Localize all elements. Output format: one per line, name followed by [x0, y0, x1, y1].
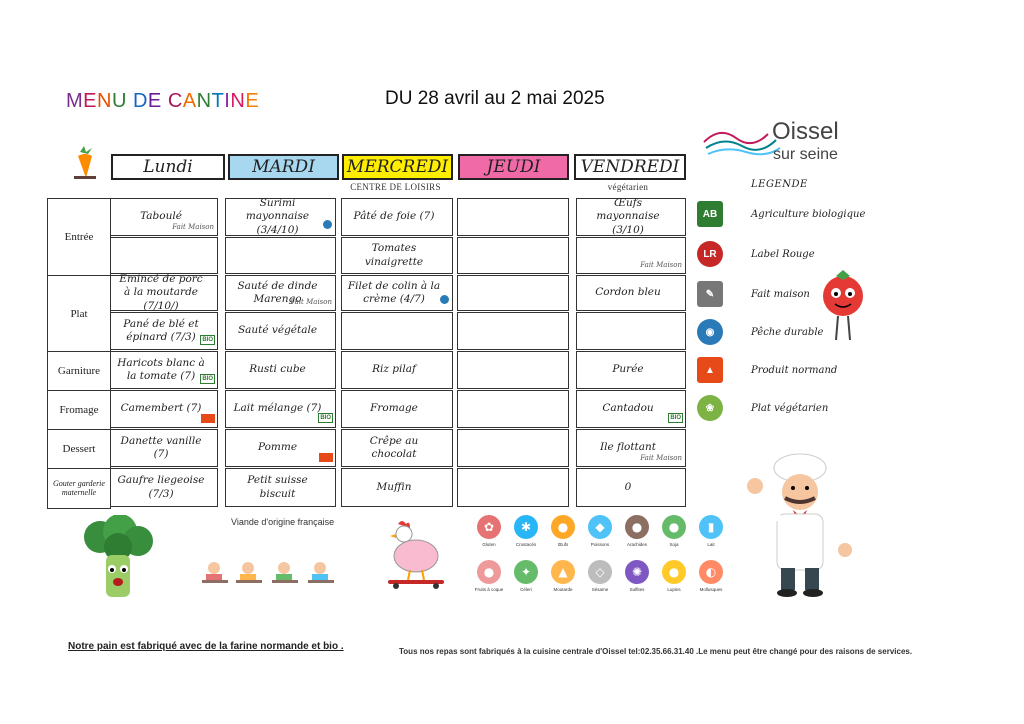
menu-cell-mardi: [225, 198, 336, 236]
legend-label: Plat végétarien: [751, 402, 829, 414]
menu-cell-mercredi: [341, 429, 453, 467]
row-label: Plat: [47, 275, 111, 352]
day-note-vendredi: végétarien: [607, 182, 649, 192]
menu-cell-lundi: [110, 275, 218, 311]
fait-maison-badge-icon: Fait Maison: [290, 298, 332, 306]
menu-cell-lundi: [110, 429, 218, 467]
bio-badge-icon: BIO: [670, 415, 681, 421]
menu-cell-mercredi: [341, 351, 453, 389]
dish-name: Tomates vinaigrette: [364, 242, 424, 268]
egg-icon: ●: [551, 515, 575, 539]
row-label: Dessert: [47, 429, 111, 469]
dish-name: Gaufre liegeoise (7/3): [117, 474, 205, 500]
dish-name: Muffin: [376, 480, 412, 493]
menu-cell-lundi: [110, 390, 218, 428]
milk-icon: ▮: [699, 515, 723, 539]
dish-name: Sauté végétale: [237, 324, 318, 337]
legend-label: Pêche durable: [751, 326, 824, 338]
title-letter: I: [224, 90, 231, 112]
fait-maison-badge-icon: Fait Maison: [172, 223, 214, 231]
menu-cell-mercredi: [341, 198, 453, 236]
menu-cell-jeudi: [457, 237, 569, 274]
produit-normand-badge-icon: [201, 414, 215, 423]
legend-title: LEGENDE: [751, 179, 808, 190]
tomato-mascot-icon: [818, 268, 868, 348]
allergen-label: Sésame: [591, 587, 609, 592]
dish-name: Purée: [612, 363, 644, 376]
wheat-icon: ✿: [477, 515, 501, 539]
day-header-mercredi: MERCREDI: [342, 154, 453, 180]
menu-cell-jeudi: [457, 468, 569, 507]
dish-name: Filet de colin à la crème (4/7): [347, 279, 441, 305]
dish-name: Pomme: [257, 441, 298, 454]
legend-label: Fait maison: [751, 288, 810, 300]
logo-name: Oissel: [772, 118, 839, 145]
menu-cell-lundi: [110, 198, 218, 236]
title-letter: N: [97, 90, 112, 112]
menu-cell-mercredi: [341, 312, 453, 350]
fait-maison-badge-icon: Fait Maison: [640, 454, 682, 462]
children-at-desks-icon: [200, 556, 340, 592]
pain-note: Notre pain est fabriqué avec de la farine normande et bio .: [68, 641, 344, 652]
dish-name: Œufs mayonnaise (3/10): [596, 197, 660, 236]
dish-name: Sauté de dinde Marengo: [237, 279, 318, 305]
dish-name: Petit suisse biscuit: [247, 474, 308, 500]
repas-note: Tous nos repas sont fabriqués à la cuisine centrale d'Oissel tel:02.35.66.31.40 .Le menu peut être changé pour des raisons de services.: [399, 647, 913, 656]
dish-name: Crêpe au chocolat: [369, 434, 419, 460]
produit-normand-icon: ▲: [697, 357, 723, 383]
title-letter: A: [182, 90, 197, 112]
legend-label: Agriculture biologique: [751, 208, 866, 220]
menu-cell-lundi: [110, 351, 218, 389]
title-letter: E: [147, 90, 168, 112]
allergen-label: Œufs: [557, 542, 569, 547]
menu-cell-lundi: [110, 468, 218, 507]
bio-badge-icon: BIO: [202, 337, 213, 343]
dish-name: Fromage: [370, 402, 418, 415]
day-header-jeudi: JEUDI: [458, 154, 569, 180]
lupin-icon: ●: [662, 560, 686, 584]
menu-cell-vendredi: [576, 198, 686, 236]
viande-origine-note: Viande d'origine française: [231, 517, 335, 527]
dish-name: Lait mélange (7): [233, 402, 322, 415]
menu-cell-jeudi: [457, 429, 569, 467]
dish-name: Ile flottant: [599, 441, 657, 454]
dish-name: Pâté de foie (7): [353, 210, 435, 223]
menu-cell-mardi: [225, 312, 336, 350]
dish-name: Cantadou: [602, 402, 654, 415]
soy-icon: ●: [662, 515, 686, 539]
menu-cell-vendredi: [576, 312, 686, 350]
menu-cell-jeudi: [457, 198, 569, 236]
page-title: [66, 90, 259, 113]
menu-cell-mardi: [225, 429, 336, 467]
allergen-label: Sulfites: [629, 587, 645, 592]
sesame-icon: ◇: [588, 560, 612, 584]
day-header-mardi: MARDI: [228, 154, 339, 180]
allergen-label: Crustacés: [515, 542, 537, 547]
dish-name: Emincé de porc à la moutarde (7/10/): [119, 273, 203, 312]
allergen-label: Poissons: [590, 542, 610, 547]
dish-name: Danette vanille (7): [120, 434, 202, 460]
row-label: Fromage: [47, 390, 111, 430]
shell-icon: ◐: [699, 560, 723, 584]
carrot-mascot-icon: [70, 146, 100, 182]
dish-name: Surimi mayonnaise (3/4/10): [245, 197, 310, 236]
menu-cell-mardi: [225, 351, 336, 389]
dish-name: Camembert (7): [120, 402, 202, 415]
legend-item: [697, 280, 810, 308]
oissel-logo-wave-icon: [702, 120, 782, 162]
dish-name: 0: [624, 480, 632, 493]
menu-cell-mardi: [225, 275, 336, 311]
peche-durable-badge-icon: [440, 295, 449, 304]
allergen-label: Lupins: [667, 587, 681, 592]
menu-cell-jeudi: [457, 312, 569, 350]
row-label: Gouter garderie maternelle: [47, 468, 111, 509]
menu-cell-jeudi: [457, 351, 569, 389]
allergen-label: Lait: [707, 542, 715, 547]
title-letter: E: [245, 90, 260, 112]
menu-cell-mardi: [225, 468, 336, 507]
bio-badge-icon: BIO: [320, 415, 331, 421]
menu-cell-lundi: [110, 237, 218, 274]
allergen-label: Soja: [669, 542, 679, 547]
legend-item: [697, 318, 824, 346]
peche-durable-icon: ◉: [697, 319, 723, 345]
fait-maison-badge-icon: Fait Maison: [640, 261, 682, 269]
menu-cell-mardi: [225, 390, 336, 428]
menu-cell-mercredi: [341, 468, 453, 507]
celery-icon: ✦: [514, 560, 538, 584]
title-letter: M: [66, 90, 84, 112]
dish-name: Taboulé: [140, 210, 182, 223]
allergen-label: Fruits à coque: [474, 587, 504, 592]
menu-cell-mercredi: [341, 390, 453, 428]
menu-cell-mercredi: [341, 237, 453, 274]
legend-item: [697, 394, 829, 422]
dish-name: Riz pilaf: [372, 363, 416, 376]
row-label: Garniture: [47, 351, 111, 391]
menu-cell-vendredi: [576, 390, 686, 428]
mustard-icon: ▲: [551, 560, 575, 584]
allergen-label: Céleri: [520, 587, 532, 592]
legend-item: [697, 200, 866, 228]
menu-cell-lundi: [110, 312, 218, 350]
plat-vegetarien-icon: ❀: [697, 395, 723, 421]
chef-mascot-icon: [745, 450, 855, 600]
menu-cell-jeudi: [457, 275, 569, 311]
sulfite-icon: ✺: [625, 560, 649, 584]
allergen-label: Moutarde: [553, 587, 573, 592]
legend-label: Produit normand: [751, 364, 838, 376]
day-header-lundi: Lundi: [111, 154, 225, 180]
menu-cell-vendredi: [576, 237, 686, 274]
dish-name: Rusti cube: [249, 363, 306, 376]
title-letter: D: [132, 90, 148, 112]
ab-logo-icon: AB: [697, 201, 723, 227]
bio-badge-icon: BIO: [202, 376, 213, 382]
dish-name: Haricots blanc à la tomate (7): [117, 356, 205, 382]
allergen-label: Arachides: [626, 542, 647, 547]
title-letter: C: [167, 90, 183, 112]
title-letter: T: [211, 90, 225, 112]
day-header-vendredi: VENDREDI: [574, 154, 686, 180]
peanut-icon: ●: [625, 515, 649, 539]
dish-name: Pané de blé et épinard (7/3): [123, 317, 199, 343]
fait-maison-icon: ✎: [697, 281, 723, 307]
menu-cell-mardi: [225, 237, 336, 274]
chicken-skateboard-icon: [382, 518, 447, 590]
title-letter: N: [230, 90, 246, 112]
label-rouge-icon: LR: [697, 241, 723, 267]
fish-icon: ◆: [588, 515, 612, 539]
menu-cell-jeudi: [457, 390, 569, 428]
nut-icon: ●: [477, 560, 501, 584]
legend-item: [697, 240, 815, 268]
menu-cell-vendredi: [576, 429, 686, 467]
title-letter: U: [111, 90, 133, 112]
produit-normand-badge-icon: [319, 453, 333, 462]
peche-durable-badge-icon: [323, 220, 332, 229]
logo-subtitle: sur seine: [773, 146, 838, 163]
menu-cell-vendredi: [576, 275, 686, 311]
menu-cell-vendredi: [576, 351, 686, 389]
day-note-mercredi: CENTRE DE LOISIRS: [350, 182, 441, 192]
title-letter: E: [83, 90, 98, 112]
title-letter: N: [196, 90, 212, 112]
dish-name: Cordon bleu: [595, 286, 661, 299]
legend-item: [697, 356, 838, 384]
row-label: Entrée: [47, 198, 111, 276]
allergen-label: Gluten: [482, 542, 496, 547]
menu-cell-vendredi: [576, 468, 686, 507]
crab-icon: ✱: [514, 515, 538, 539]
legend-label: Label Rouge: [751, 248, 815, 260]
allergen-label: Mollusques: [699, 587, 723, 592]
date-range: DU 28 avril au 2 mai 2025: [385, 88, 605, 109]
broccoli-mascot-icon: [78, 515, 158, 605]
menu-cell-mercredi: [341, 275, 453, 311]
